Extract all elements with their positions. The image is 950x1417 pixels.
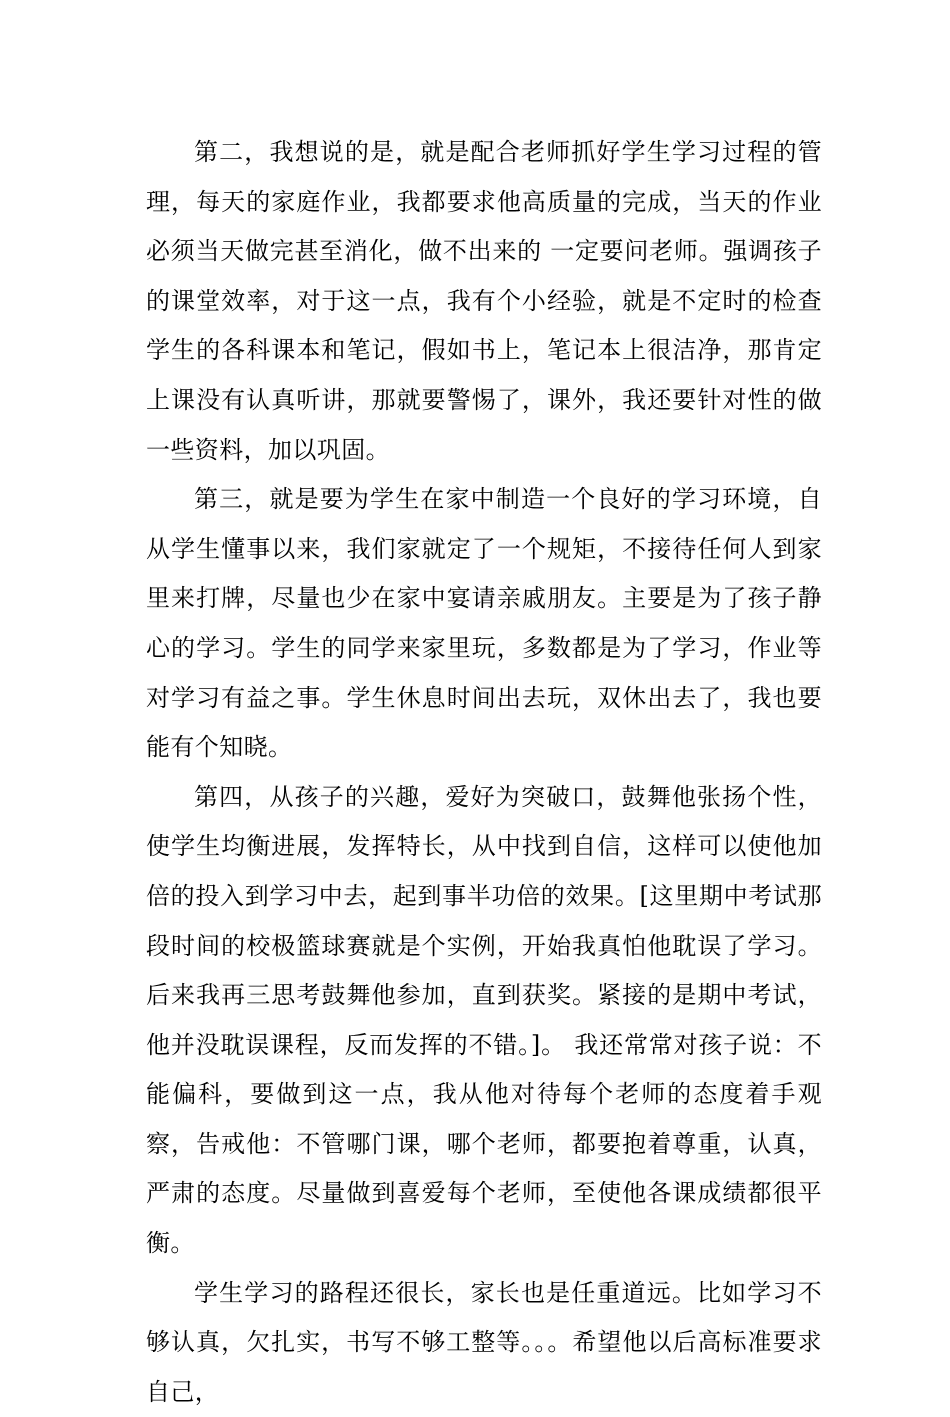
paragraph-1: 第二，我想说的是，就是配合老师抓好学生学习过程的管理，每天的家庭作业，我都要求他高质量的完成，当天的作业必须当天做完甚至消化，做不出来的 一定要问老师。强调孩子的课堂效率，对于这一点，我有个小经验，就是不定时的检查学生的各科课本和笔记，假如书上，笔记本上很洁净，那肯定上课没有认真听讲，那就要警惕了，课外，我还要针对性的做一些资料，加以巩固。: [146, 138, 822, 464]
paragraph-3: 第四，从孩子的兴趣，爱好为突破口，鼓舞他张扬个性，使学生均衡进展，发挥特长，从中找到自信，这样可以使他加倍的投入到学习中去，起到事半功倍的效果。[这里期中考试那段时间的校极篮球赛就是个实例，开始我真怕他耽误了学习。后来我再三思考鼓舞他参加，直到获奖。紧接的是期中考试，他并没耽误课程，反而发挥的不错。]。 我还常常对孩子说：不能偏科，要做到这一点，我从他对待每个老师的态度着手观察，告戒他：不管哪门课，哪个老师，都要抱着尊重，认真，严肃的态度。尽量做到喜爱每个老师，至使他各课成绩都很平衡。: [146, 782, 822, 1258]
paragraph-2: 第三，就是要为学生在家中制造一个良好的学习环境，自从学生懂事以来，我们家就定了一个规矩，不接待任何人到家里来打牌，尽量也少在家中宴请亲戚朋友。主要是为了孩子静心的学习。学生的同学来家里玩，多数都是为了学习，作业等对学习有益之事。学生休息时间出去玩，双休出去了，我也要能有个知晓。: [146, 485, 822, 762]
document-body: [146, 128, 822, 1417]
paragraph-4: 学生学习的路程还很长，家长也是任重道远。比如学习不够认真，欠扎实，书写不够工整等。。。希望他以后高标准要求自己，: [146, 1278, 822, 1406]
